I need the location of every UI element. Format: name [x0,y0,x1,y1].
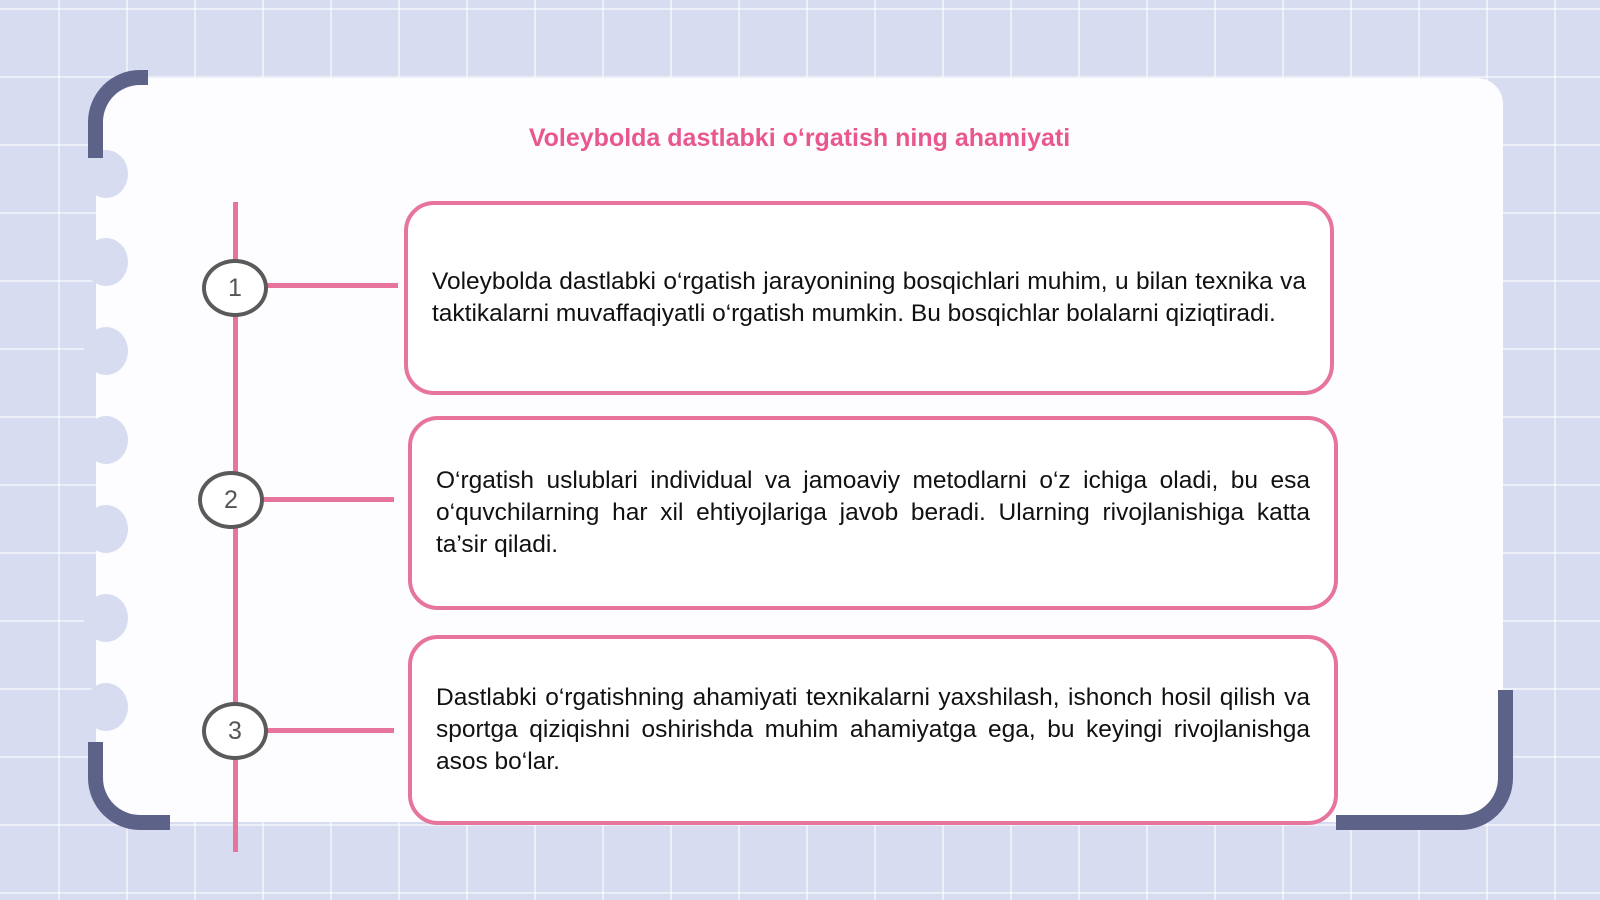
timeline-connector-3 [266,728,394,733]
step-box-2 [408,416,1338,610]
step-text-2: O‘rgatish uslublari individual va jamoaviy metodlarni o‘z ichiga oladi, bu esa o‘quvchilarning har xil ehtiyojlariga javob beradi. Ularning rivojlanishiga katta ta’sir qiladi. [436,467,1310,558]
step-number-3: 3 [202,702,268,760]
step-text-1: Voleybolda dastlabki o‘rgatish jarayonining bosqichlari muhim, u bilan texnika va taktikalarni muvaffaqiyatli o‘rgatish mumkin. Bu bosqichlar bolalarni qiziqtiradi. [432,268,1306,327]
scallop-decoration [84,327,128,375]
scallop-decoration [84,505,128,553]
frame-corner-bottom-right [1336,690,1513,830]
slide-title: Voleybolda dastlabki o‘rgatish ning ahamiyati [528,124,1071,152]
step-number-1: 1 [202,259,268,317]
timeline-connector-2 [262,497,394,502]
scallop-decoration [84,683,128,731]
step-number-2: 2 [198,471,264,529]
timeline-connector-1 [266,283,398,288]
frame-corner-bottom-left [88,742,170,830]
step-box-3 [408,635,1338,825]
step-text-3: Dastlabki o‘rgatishning ahamiyati texnikalarni yaxshilash, ishonch hosil qilish va sportga qiziqishni oshirishda muhim ahamiyatga ega, bu keyingi rivojlanishga asos bo‘lar. [436,684,1310,775]
scallop-decoration [84,238,128,286]
step-box-1 [404,201,1334,395]
scallop-decoration [84,416,128,464]
scallop-decoration [84,594,128,642]
